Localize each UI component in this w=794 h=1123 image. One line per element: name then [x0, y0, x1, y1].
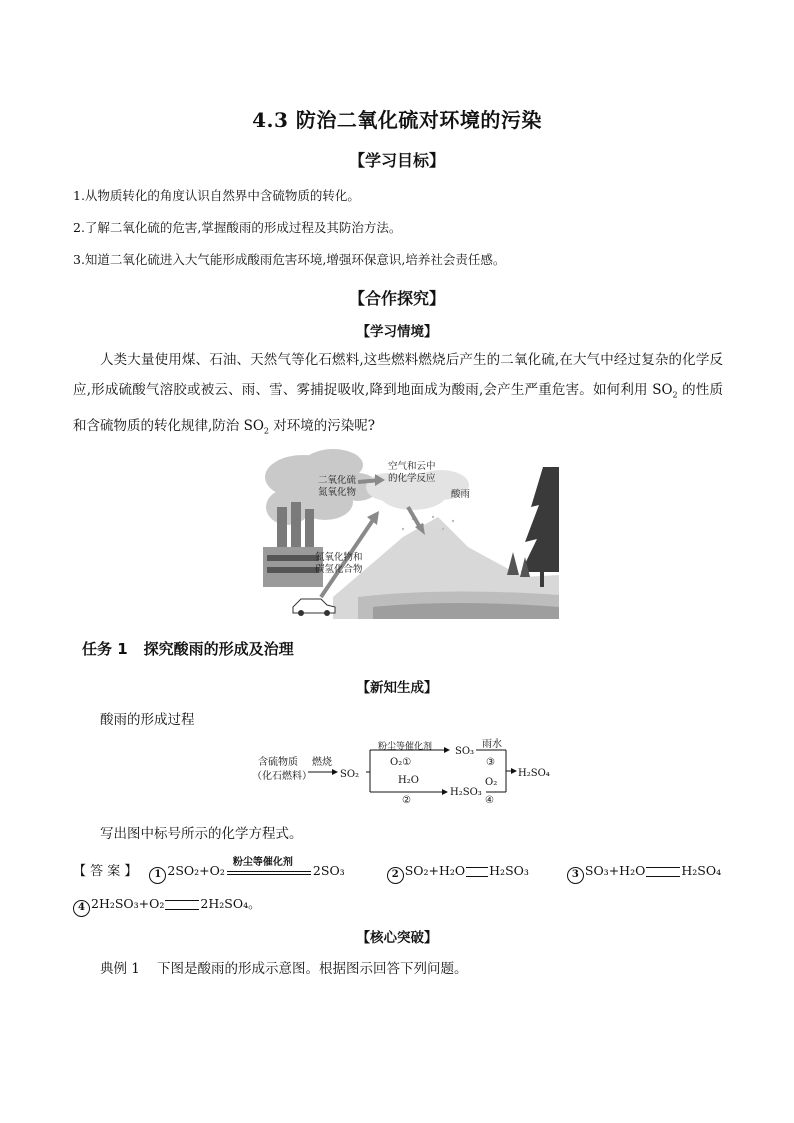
eq2-right: H₂SO₃	[489, 863, 529, 878]
eq-number-2: 2	[387, 867, 404, 884]
label-acid-rain: 酸雨	[451, 489, 471, 500]
eq3-left: SO₃+H₂O	[584, 863, 646, 878]
flow-h2so4: H₂SO₄	[518, 768, 550, 779]
eq2-left: SO₂+H₂O	[404, 863, 466, 878]
eq4-right: 2H₂SO₄	[200, 896, 249, 911]
eq4-left: 2H₂SO₃+O₂	[91, 896, 165, 911]
flow-catalyst: 粉尘等催化剂	[378, 742, 433, 752]
answer-line-1	[73, 856, 722, 884]
objectives-heading: 【学习目标】	[348, 151, 445, 170]
instruction-text: 写出图中标号所示的化学方程式。	[100, 826, 303, 842]
label-nox-hc-2: 碳氢化合物	[315, 564, 363, 575]
flow-h2so3: H₂SO₃	[450, 787, 482, 798]
core-heading: 【核心突破】	[356, 930, 438, 946]
flow-so2: SO₂	[340, 769, 360, 780]
label-cloud-1: 空气和云中	[388, 461, 436, 472]
task-1-heading: 任务 1 探究酸雨的形成及治理	[82, 640, 294, 658]
equals-sign	[646, 867, 680, 877]
eq3-right: H₂SO₄	[681, 863, 722, 878]
flow-source-2: （化石燃料）	[252, 771, 312, 782]
context-heading: 【学习情境】	[356, 324, 438, 340]
flow-step3: ③	[486, 757, 495, 768]
flow-o2: O₂	[485, 777, 498, 788]
flow-step4: ④	[485, 795, 494, 806]
flow-source-1: 含硫物质	[258, 757, 298, 768]
flow-h2o: H₂O	[398, 775, 419, 786]
label-so2: 二氧化硫	[318, 475, 357, 486]
cooperation-heading: 【合作探究】	[348, 289, 445, 308]
reversible-sign	[466, 867, 488, 877]
new-knowledge-heading: 【新知生成】	[356, 680, 438, 696]
flow-step2: ②	[402, 795, 411, 806]
acid-rain-illustration	[263, 447, 559, 619]
equals-sign	[165, 900, 199, 910]
context-paragraph: 人类大量使用煤、石油、天然气等化石燃料,这些燃料燃烧后产生的二氧化硫,在大气中经过复杂的化学反应,形成硫酸气溶胶或被云、雨、雪、雾捕捉吸收,降到地面成为酸雨,会产生严重危害。如何利用 $SO_2$ 的性质和含硫物质的转化规律,防治 $SO_2$ 对环境的污染呢?	[73, 352, 724, 436]
eq1-left: 2SO₂+O₂	[167, 863, 225, 878]
flow-so3: SO₃	[455, 746, 475, 757]
label-cloud-2: 的化学反应	[388, 473, 436, 484]
example-1-text: 典例 1 下图是酸雨的形成示意图。根据图示回答下列问题。	[100, 961, 468, 977]
objective-item-3: 3.知道二氧化硫进入大气能形成酸雨危害环境,增强环保意识,培养社会责任感。	[73, 252, 506, 267]
eq-number-3: 3	[567, 867, 584, 884]
answer-label: 【 答 案 】	[73, 864, 138, 879]
eq1-catalyst: 粉尘等催化剂	[232, 856, 293, 868]
eq-number-1: 1	[149, 867, 166, 884]
label-nox-hc-1: 氮氧化物和	[315, 552, 363, 563]
eq1-right: 2SO₃	[312, 863, 345, 878]
answer-line-2: 4 2H₂SO₃+O₂ 2H₂SO₄。	[73, 894, 261, 917]
label-nox: 氮氧化物	[318, 487, 357, 498]
page-title: 4.3 防治二氧化硫对环境的污染	[252, 108, 542, 132]
acid-rain-flow-diagram	[250, 737, 560, 807]
objective-item-2: 2.了解二氧化硫的危害,掌握酸雨的形成过程及其防治方法。	[73, 220, 402, 235]
flow-burn: 燃烧	[312, 757, 332, 768]
process-title: 酸雨的形成过程	[100, 712, 195, 728]
flow-o2-step1: O₂①	[390, 757, 412, 768]
objective-item-1: 1.从物质转化的角度认识自然界中含硫物质的转化。	[73, 188, 360, 203]
eq-number-4: 4	[73, 900, 90, 917]
flow-rain: 雨水	[482, 739, 502, 750]
catalyst-arrow	[225, 856, 313, 879]
